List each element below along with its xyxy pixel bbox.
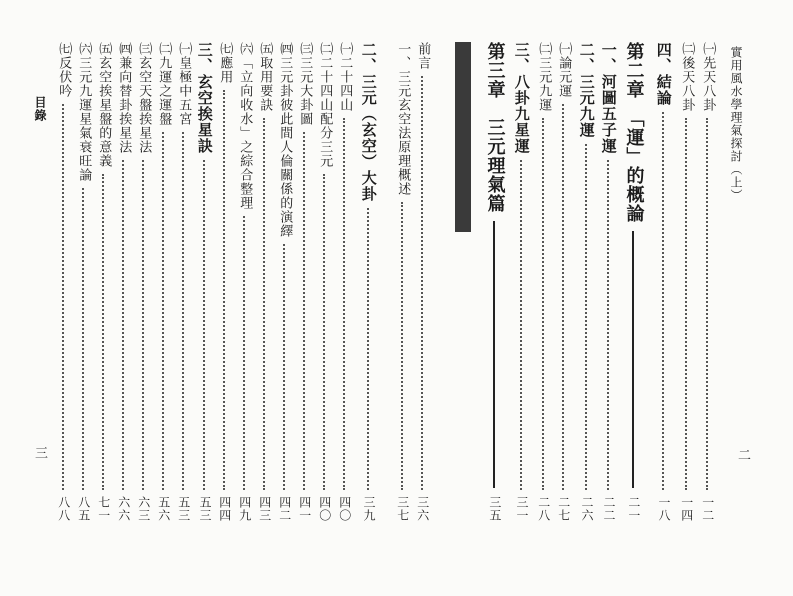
toc-entry-title: ㈡三元九運 [536, 42, 552, 112]
toc-entry[interactable] [75, 42, 91, 522]
toc-entry[interactable] [483, 42, 506, 522]
toc-entry-page: 一二 [700, 496, 715, 522]
toc-entry-page: 三九 [361, 496, 376, 522]
toc-entry-title: 一、河圖五子運 [599, 42, 618, 154]
toc-entry-page: 八八 [56, 496, 71, 522]
dot-leader [562, 104, 564, 490]
toc-entry[interactable] [577, 42, 596, 522]
toc-entry-title: ㈣兼向替卦挨星法 [116, 42, 132, 154]
toc-entry-page: 七一 [96, 496, 111, 522]
toc-entry[interactable] [55, 42, 71, 522]
dot-leader [62, 104, 64, 490]
toc-entry-page: 二八 [536, 496, 551, 522]
toc-entry[interactable] [256, 42, 272, 522]
toc-entry[interactable] [394, 42, 410, 522]
dot-leader [401, 202, 403, 490]
dot-leader [706, 118, 708, 490]
toc-entry[interactable] [95, 42, 111, 522]
dot-leader [122, 160, 124, 490]
toc-entry-page: 六三 [136, 496, 151, 522]
page-number-right: 二 [735, 448, 750, 462]
toc-entry-page: 五三 [197, 496, 212, 522]
dot-leader [82, 188, 84, 490]
toc-entry-page: 三五 [487, 496, 502, 522]
toc-entry-title: 第二章 「運」的概論 [623, 42, 645, 223]
scan-smudge [455, 42, 471, 232]
dot-leader [182, 132, 184, 490]
toc-entry-title: 一、三元玄空法原理概述 [395, 42, 411, 196]
dot-leader [607, 160, 609, 490]
toc-entry-title: ㈡二十四山配分三元 [317, 42, 333, 168]
toc-entry-page: 二二 [601, 496, 616, 522]
section-mark: 目錄 [33, 96, 47, 122]
toc-entry[interactable] [555, 42, 571, 522]
toc-entry-title: 二、三元九運 [577, 42, 596, 138]
toc-entry-page: 四三 [257, 496, 272, 522]
dot-leader [243, 216, 245, 490]
dot-leader [685, 118, 687, 490]
toc-entry[interactable] [195, 42, 214, 522]
toc-entry-title: ㈡九運之運盤 [156, 42, 172, 126]
toc-entry-page: 三六 [415, 496, 430, 522]
toc-entry-title: 前言 [415, 42, 431, 70]
toc-entry-page: 四〇 [317, 496, 332, 522]
chapter-rule [493, 221, 495, 488]
toc-entry[interactable] [175, 42, 191, 522]
toc-entry[interactable] [599, 42, 618, 522]
dot-leader [263, 118, 265, 490]
toc-entry[interactable] [699, 42, 715, 522]
toc-entry-page: 二七 [556, 496, 571, 522]
toc-entry-page: 二六 [579, 496, 594, 522]
dot-leader [223, 90, 225, 490]
toc-entry[interactable] [135, 42, 151, 522]
toc-entry-page: 四一 [297, 496, 312, 522]
dot-leader [662, 112, 664, 490]
dot-leader [421, 76, 423, 490]
toc-entry[interactable] [276, 42, 292, 522]
toc-entry-title: ㈤取用要訣 [257, 42, 273, 112]
toc-entry[interactable] [216, 42, 232, 522]
toc-entry-title: ㈥「立向收水」之綜合整理 [237, 42, 253, 210]
toc-entry-title: ㈢三元大卦圖 [297, 42, 313, 126]
toc-entry-title: ㈣三元卦彼此間人倫關係的演繹 [277, 42, 293, 238]
toc-entry[interactable] [236, 42, 252, 522]
dot-leader [542, 118, 544, 490]
dot-leader [585, 144, 587, 490]
toc-entry[interactable] [414, 42, 430, 522]
toc-entry-page: 二一 [626, 496, 641, 522]
dot-leader [520, 160, 522, 490]
toc-entry[interactable] [115, 42, 131, 522]
toc-entry-title: 第三章 三元理氣篇 [484, 42, 506, 213]
toc-entry-title: ㈡後天八卦 [679, 42, 695, 112]
book-header: 實用風水學理氣探討（上） [729, 46, 743, 202]
dot-leader [162, 132, 164, 490]
toc-entry[interactable] [678, 42, 694, 522]
toc-entry-title: ㈠皇極中五宮 [176, 42, 192, 126]
dot-leader [283, 244, 285, 490]
toc-entry[interactable] [316, 42, 332, 522]
toc-entry-page: 六六 [116, 496, 131, 522]
toc-entry[interactable] [512, 42, 531, 522]
toc-entry-page: 四二 [277, 496, 292, 522]
dot-leader [203, 160, 205, 490]
toc-entry-page: 五六 [156, 496, 171, 522]
toc-entry-title: ㈠二十四山 [337, 42, 353, 112]
dot-leader [343, 118, 345, 490]
dot-leader [303, 132, 305, 490]
toc-entry-page: 一四 [679, 496, 694, 522]
chapter-rule [632, 231, 634, 488]
page-number-left: 三 [32, 446, 47, 460]
toc-entry[interactable] [155, 42, 171, 522]
toc-entry-page: 一八 [656, 496, 671, 522]
toc-entry-title: 三、玄空挨星訣 [195, 42, 214, 154]
toc-entry-page: 八五 [76, 496, 91, 522]
toc-entry-title: ㈠先天八卦 [700, 42, 716, 112]
toc-entry[interactable] [535, 42, 551, 522]
toc-entry[interactable] [296, 42, 312, 522]
toc-entry[interactable] [654, 42, 673, 522]
toc-entry-title: 三、八卦九星運 [512, 42, 531, 154]
toc-entry-title: 四、結論 [654, 42, 673, 106]
dot-leader [323, 174, 325, 490]
dot-leader [142, 160, 144, 490]
toc-entry-page: 三一 [514, 496, 529, 522]
toc-entry-page: 五三 [176, 496, 191, 522]
toc-entry-title: ㈦反伏吟 [56, 42, 72, 98]
toc-entry[interactable] [336, 42, 352, 522]
toc-entry-title: ㈤玄空挨星盤的意義 [96, 42, 112, 168]
toc-entry-page: 四〇 [337, 496, 352, 522]
dot-leader [102, 174, 104, 490]
dot-leader [367, 208, 369, 490]
toc-entry-title: 二、三元（玄空）大卦 [359, 42, 378, 202]
toc-entry[interactable] [359, 42, 378, 522]
toc-entry-title: ㈥三元九運星氣衰旺論 [76, 42, 92, 182]
toc-entry-page: 三七 [395, 496, 410, 522]
toc-entry-page: 四四 [217, 496, 232, 522]
toc-entry-title: ㈦應用 [217, 42, 233, 84]
toc-entry[interactable] [622, 42, 645, 522]
toc-entry-title: ㈢玄空天盤挨星法 [136, 42, 152, 154]
toc-entry-page: 四九 [237, 496, 252, 522]
toc-entry-title: ㈠論元運 [556, 42, 572, 98]
